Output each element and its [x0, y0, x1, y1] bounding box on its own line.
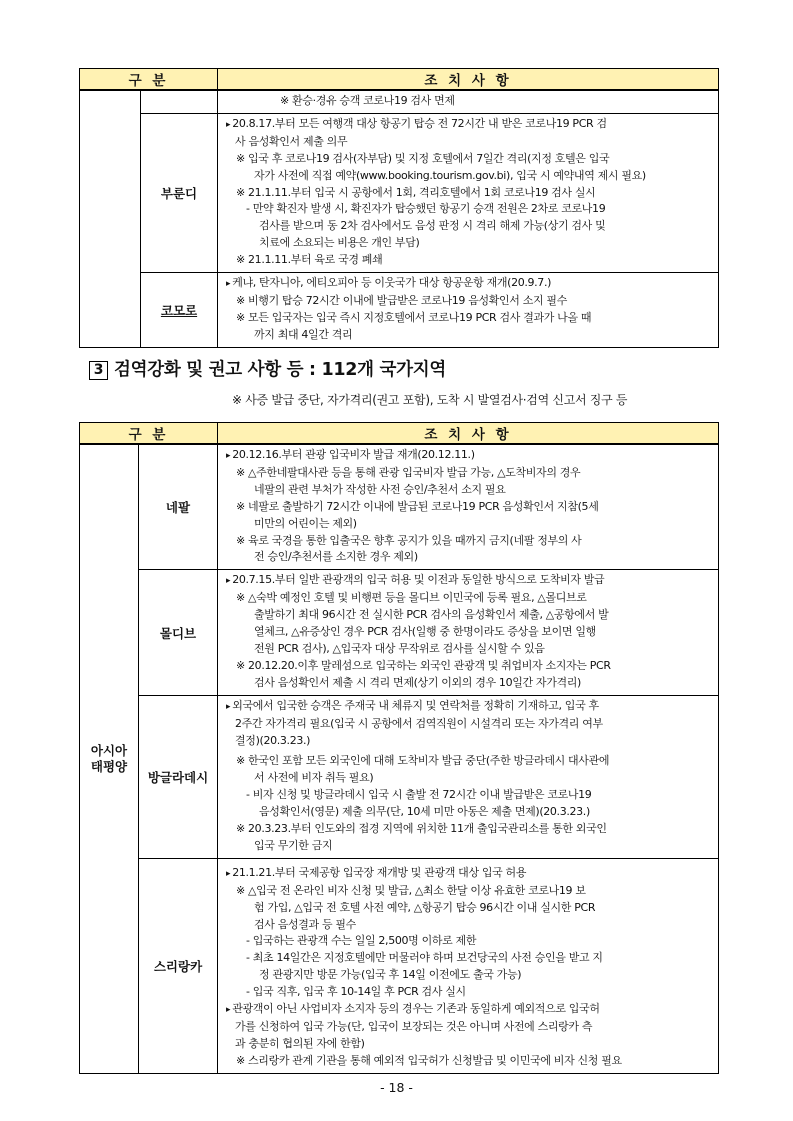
measure-line: 입국 무기한 금지 — [254, 838, 333, 852]
country-sri-lanka: 스리랑카 — [139, 858, 218, 1073]
measure-line: ※ 모든 입국자는 입국 즉시 지정호텔에서 코로나19 PCR 검사 결과가 나올 때 — [236, 310, 592, 324]
section-title — [89, 356, 446, 381]
measure-line: ※ △숙박 예정인 호텔 및 비행편 등을 몰디브 이민국에 등록 필요, △몰디브로 — [236, 591, 587, 605]
measure-line: 2주간 자가격리 필요(입국 시 공항에서 검역직원이 시설격리 또는 자가격리 여부 — [235, 716, 603, 730]
measures-maldives — [218, 570, 719, 695]
measures-table-africa — [79, 68, 719, 348]
measure-line: ※ 스리랑카 관계 기관을 통해 예외적 입국허가 신청발급 및 이민국에 비자 신청 필요 — [236, 1053, 622, 1067]
measures-nepal — [218, 444, 719, 570]
country-comoros-label: 코모로 — [160, 302, 198, 318]
measure-line: ※ 21.1.11.부터 입국 시 공항에서 1회, 격리호텔에서 1회 코로나19 검사 실시 — [236, 185, 596, 199]
measures-burundi — [218, 113, 719, 272]
measure-line: 자가 사전에 직접 예약(www.booking.tourism.gov.bi), 입국 시 예약내역 제시 필요) — [254, 168, 646, 182]
header-category: 구 분 — [80, 423, 218, 445]
measures-comoros — [218, 273, 719, 348]
region-cell — [80, 90, 141, 347]
page-number: - 18 - — [380, 1080, 413, 1095]
measure-line: ※ 입국 후 코로나19 검사(자부담) 및 지정 호텔에서 7일간 격리(지정 호텔은 입국 — [236, 151, 610, 165]
measure-line: ※ 환승·경유 승객 코로나19 검사 면제 — [280, 94, 455, 107]
measure-line: ※ 20.12.20.이후 말레섬으로 입국하는 외국인 관광객 및 취업비자 소지자는 PCR — [236, 658, 611, 672]
measure-line: ※ 육로 국경을 통한 입출국은 향후 공지가 있을 때까지 금지(네팔 정부의 사 — [236, 533, 582, 547]
measure-line: ※ 20.3.23.부터 인도와의 접경 지역에 위치한 11개 출입국관리소를 통한 외국인 — [236, 822, 607, 836]
measure-line: 결정)(20.3.23.) — [235, 733, 311, 747]
measure-line: 검사 음성결과 등 필수 — [254, 917, 356, 931]
measure-line: - 입국하는 관광객 수는 일일 2,500명 이하로 제한 — [246, 934, 477, 948]
measures-bangladesh — [218, 695, 719, 858]
measure-line: ※ 한국인 포함 모든 외국인에 대해 도착비자 발급 중단(주한 방글라데시 대사관에 — [236, 754, 610, 768]
measure-line: 음성확인서(영문) 제출 의무(단, 10세 미만 아동은 제출 면제)(20.3.23.) — [259, 805, 590, 819]
measure-line: - 입국 직후, 입국 후 10-14일 후 PCR 검사 실시 — [246, 985, 466, 999]
region-asia-pacific: 아시아 태평양 — [80, 444, 139, 1073]
section-number: 3 — [89, 361, 108, 380]
header-category: 구 분 — [80, 69, 218, 91]
measure-line: 출발하기 최대 96시간 전 실시한 PCR 검사의 음성확인서 제출, △공항에서 발 — [254, 608, 609, 622]
measure-line: ※ 네팔로 출발하기 72시간 이내에 발급된 코로나19 PCR 음성확인서 지참(5세 — [236, 499, 599, 513]
country-nepal: 네팔 — [139, 444, 218, 570]
measure-line: ※ △주한네팔대사관 등을 통해 관광 입국비자 발급 가능, △도착비자의 경우 — [236, 465, 581, 479]
measure-line: 미만의 어린이는 제외) — [254, 516, 357, 530]
measure-line: ▸ 케냐, 탄자니아, 에티오피아 등 이웃국가 대상 항공운항 재개(20.9.7.) — [226, 275, 713, 293]
measure-line: 검사를 받으며 동 2차 검사에서도 음성 판정 시 격리 해제 가능(상기 검사 및 — [259, 219, 606, 233]
measure-line: ※ 비행기 탑승 72시간 이내에 발급받은 코로나19 음성확인서 소지 필수 — [236, 293, 567, 307]
measure-line: 서 사전에 비자 취득 필요) — [254, 771, 374, 785]
measure-line: - 최초 14일간은 지정호텔에만 머물러야 하며 보건당국의 사전 승인을 받고 지 — [246, 951, 603, 965]
measure-line: 과 충분히 협의된 자에 한함) — [235, 1036, 365, 1050]
country-bangladesh: 방글라데시 — [139, 695, 218, 858]
measures-cell — [218, 90, 719, 113]
measure-line: - 비자 신청 및 방글라데시 입국 시 출발 전 72시간 이내 발급받은 코로나19 — [246, 788, 592, 802]
measure-line: ▸ 20.12.16.부터 관광 입국비자 발급 재개(20.12.11.) — [226, 447, 713, 465]
measure-line: ▸ 관광객이 아닌 사업비자 소지자 등의 경우는 기존과 동일하게 예외적으로 입국허 — [226, 1001, 713, 1019]
measure-line: ▸ 21.1.21.부터 국제공항 입국장 재개방 및 관광객 대상 입국 허용 — [226, 865, 713, 883]
measure-line: ※ 21.1.11.부터 육로 국경 폐쇄 — [236, 253, 383, 267]
measures-table-asia-pacific — [79, 422, 719, 1074]
measure-line: 전원 PCR 검사), △입국자 대상 무작위로 검사를 실시할 수 있음 — [254, 641, 545, 655]
country-burundi: 부룬디 — [141, 113, 218, 272]
measures-sri-lanka — [218, 858, 719, 1073]
header-measures: 조 치 사 항 — [218, 69, 719, 91]
country-comoros — [141, 273, 218, 348]
country-maldives: 몰디브 — [139, 570, 218, 695]
header-measures: 조 치 사 항 — [218, 423, 719, 445]
measure-line: ▸ 20.7.15.부터 일반 관광객의 입국 허용 및 이전과 동일한 방식으로 도착비자 발급 — [226, 572, 713, 590]
measure-line: 가를 신청하여 입국 가능(단, 입국이 보장되는 것은 아니며 사전에 스리랑카 측 — [235, 1020, 593, 1033]
measure-line: ※ △입국 전 온라인 비자 신청 및 발급, △최소 한달 이상 유효한 코로나19 보 — [236, 883, 586, 897]
measure-line: 검사 음성확인서 제출 시 격리 면제(상기 이외의 경우 10일간 자가격리) — [254, 675, 581, 689]
country-cell-empty — [141, 90, 218, 113]
measure-line: ▸ 외국에서 입국한 승객은 주재국 내 체류지 및 연락처를 정확히 기재하고, 입국 후 — [226, 698, 713, 716]
section-title-text: 검역강화 및 권고 사항 등 : 112개 국가지역 — [114, 360, 446, 380]
measure-line: 정 관광지만 방문 가능(입국 후 14일 이전에도 출국 가능) — [259, 968, 522, 982]
measure-line: 네팔의 관련 부처가 작성한 사전 승인/추천서 소지 필요 — [254, 482, 506, 496]
measure-line: 까지 최대 4일간 격리 — [254, 327, 353, 341]
measure-line: 전 승인/추천서를 소지한 경우 제외) — [254, 550, 418, 564]
measure-line: - 만약 확진자 발생 시, 확진자가 탑승했던 항공기 승객 전원은 2차로 코로나19 — [246, 202, 606, 216]
measure-line: ▸ 20.8.17.부터 모든 여행객 대상 항공기 탑승 전 72시간 내 받은 코로나19 PCR 검 — [226, 116, 713, 134]
measure-line: 치료에 소요되는 비용은 개인 부담) — [259, 236, 420, 250]
measure-line: 열체크, △유증상인 경우 PCR 검사(일행 중 한명이라도 증상을 보이면 일행 — [254, 625, 596, 639]
measure-line: 사 음성확인서 제출 의무 — [235, 134, 348, 148]
section-note: ※ 사증 발급 중단, 자가격리(권고 포함), 도착 시 발열검사·검역 신고서 징구 등 — [232, 393, 628, 407]
measure-line: 험 가입, △입국 전 호텔 사전 예약, △항공기 탑승 96시간 이내 실시한 PCR — [254, 900, 596, 914]
